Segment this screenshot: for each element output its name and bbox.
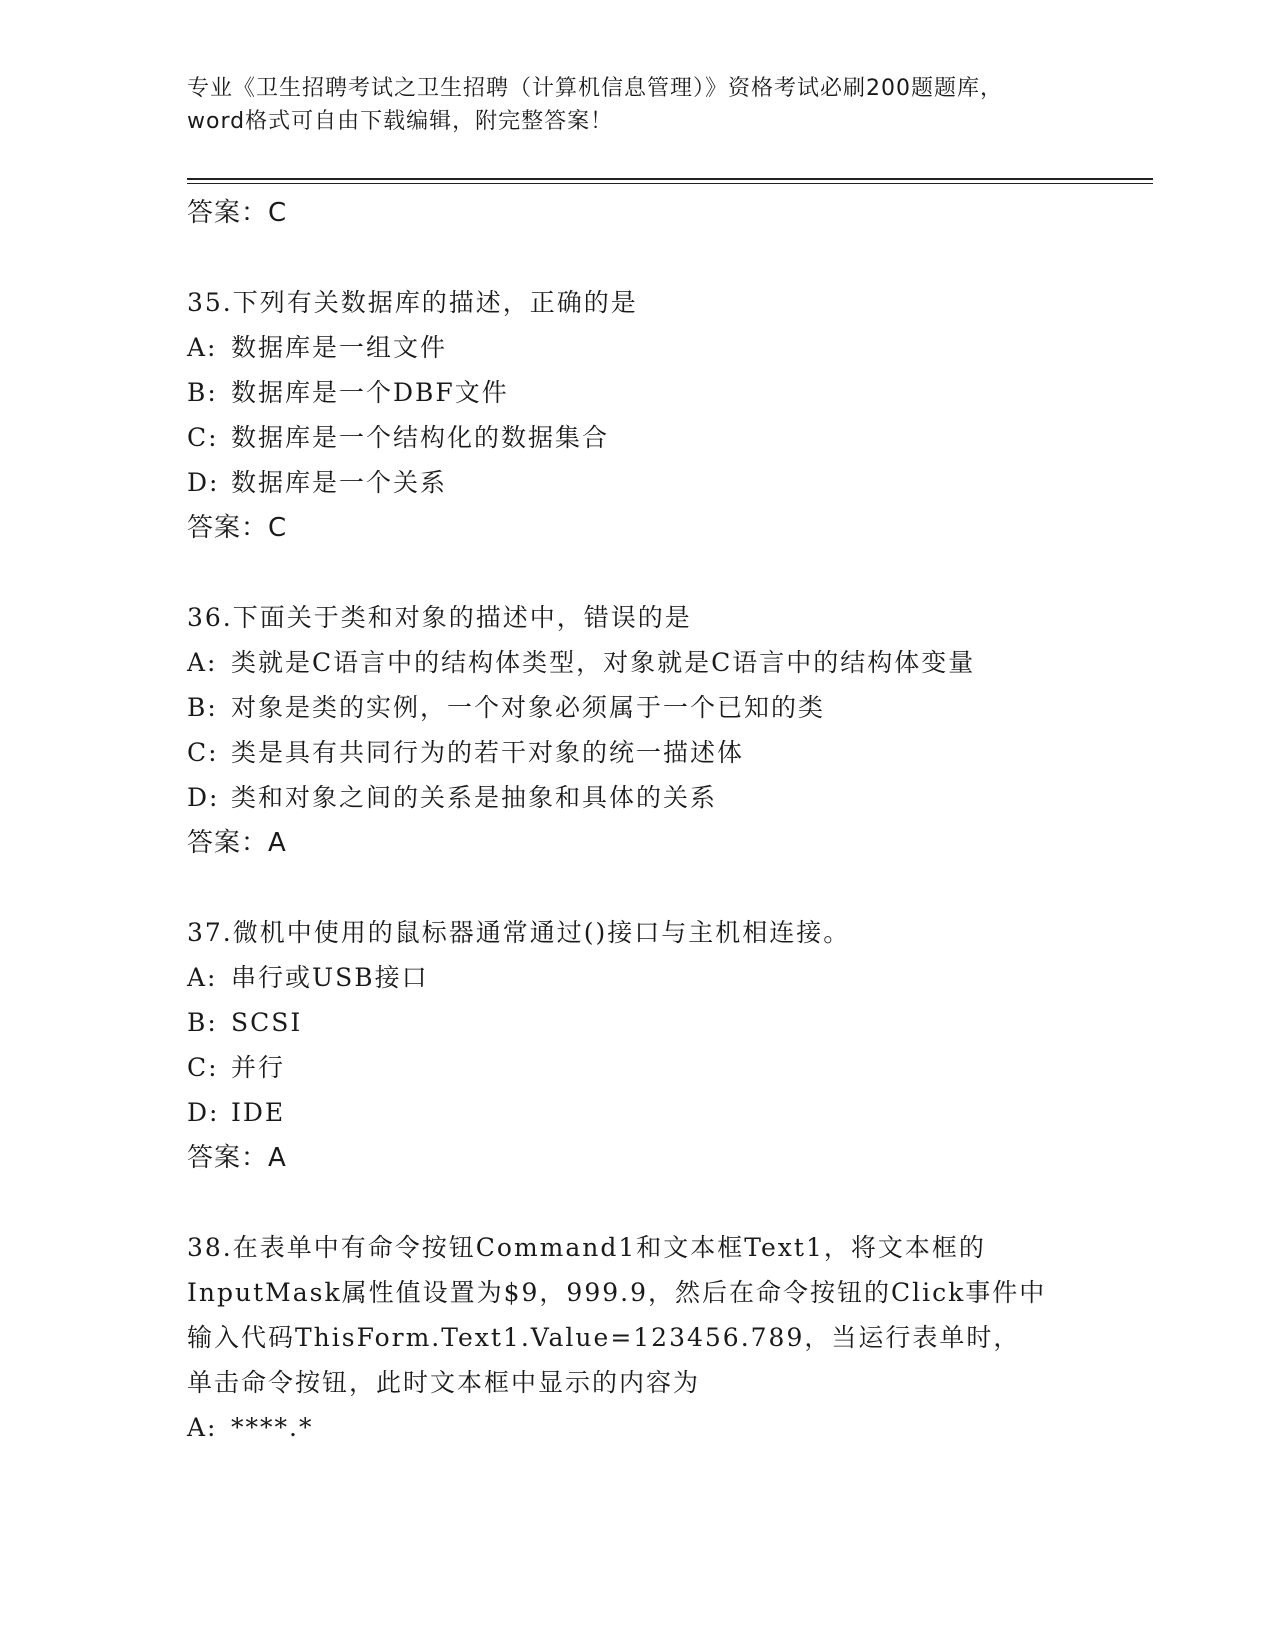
option-b: [187, 1000, 1147, 1045]
header-divider-thin: [187, 183, 1153, 184]
answer-line: 答案：A: [187, 828, 287, 858]
option-a: [187, 955, 1147, 1000]
header-divider: [187, 178, 1153, 180]
option-letter: B:: [187, 693, 218, 722]
option-text: SCSI: [231, 1008, 303, 1037]
option-text: 并行: [231, 1053, 286, 1082]
header-line-1: 专业《卫生招聘考试之卫生招聘（计算机信息管理）》资格考试必刷200题题库，: [187, 76, 1003, 101]
option-letter: A:: [187, 1413, 218, 1442]
question-36: [187, 595, 1147, 866]
option-letter: C:: [187, 1053, 219, 1082]
document-header: [187, 72, 1087, 138]
option-text: 数据库是一组文件: [231, 333, 448, 362]
option-letter: C:: [187, 738, 219, 767]
answer-line: 答案：A: [187, 1143, 287, 1173]
option-c: [187, 730, 1147, 775]
option-letter: D:: [187, 1098, 220, 1127]
option-text: 数据库是一个结构化的数据集合: [231, 423, 610, 452]
question-text: 37.微机中使用的鼠标器通常通过()接口与主机相连接。: [187, 918, 851, 947]
option-text: 对象是类的实例，一个对象必须属于一个已知的类: [231, 693, 826, 722]
option-letter: B:: [187, 1008, 218, 1037]
option-letter: A:: [187, 648, 218, 677]
option-a: [187, 325, 1147, 370]
option-b: [187, 370, 1147, 415]
option-letter: C:: [187, 423, 219, 452]
answer-line: 答案：C: [187, 198, 288, 228]
option-b: [187, 685, 1147, 730]
option-d: [187, 460, 1147, 505]
option-text: IDE: [231, 1098, 286, 1127]
option-text: 类是具有共同行为的若干对象的统一描述体: [231, 738, 745, 767]
question-38: [187, 1225, 1147, 1450]
option-letter: D:: [187, 468, 220, 497]
question-37: [187, 910, 1147, 1181]
question-text: 35.下列有关数据库的描述，正确的是: [187, 288, 638, 317]
option-a: [187, 1405, 1147, 1450]
option-d: [187, 1090, 1147, 1135]
question-35: [187, 280, 1147, 551]
option-letter: A:: [187, 963, 218, 992]
question-text: 36.下面关于类和对象的描述中，错误的是: [187, 603, 692, 632]
option-letter: B:: [187, 378, 218, 407]
option-a: [187, 640, 1147, 685]
option-c: [187, 415, 1147, 460]
answer-line: 答案：C: [187, 513, 288, 543]
option-letter: D:: [187, 783, 220, 812]
option-text: 数据库是一个DBF文件: [231, 378, 509, 407]
question-text: 38.在表单中有命令按钮Command1和文本框Text1，将文本框的InputMask属性值设置为$9，999.9，然后在命令按钮的Click事件中输入代码ThisForm.Text1.Value=123456.789，当运行表单时，单击命令按钮，此时文本框中显示的内容为: [187, 1233, 1047, 1397]
option-letter: A:: [187, 333, 218, 362]
option-text: 类和对象之间的关系是抽象和具体的关系: [231, 783, 718, 812]
option-text: 数据库是一个关系: [231, 468, 448, 497]
option-d: [187, 775, 1147, 820]
question-list: [187, 190, 1147, 1450]
option-c: [187, 1045, 1147, 1090]
header-line-2: word格式可自由下载编辑，附完整答案！: [187, 109, 614, 134]
option-text: ****.*: [231, 1413, 314, 1442]
option-text: 串行或USB接口: [231, 963, 429, 992]
option-text: 类就是C语言中的结构体类型，对象就是C语言中的结构体变量: [231, 648, 976, 677]
